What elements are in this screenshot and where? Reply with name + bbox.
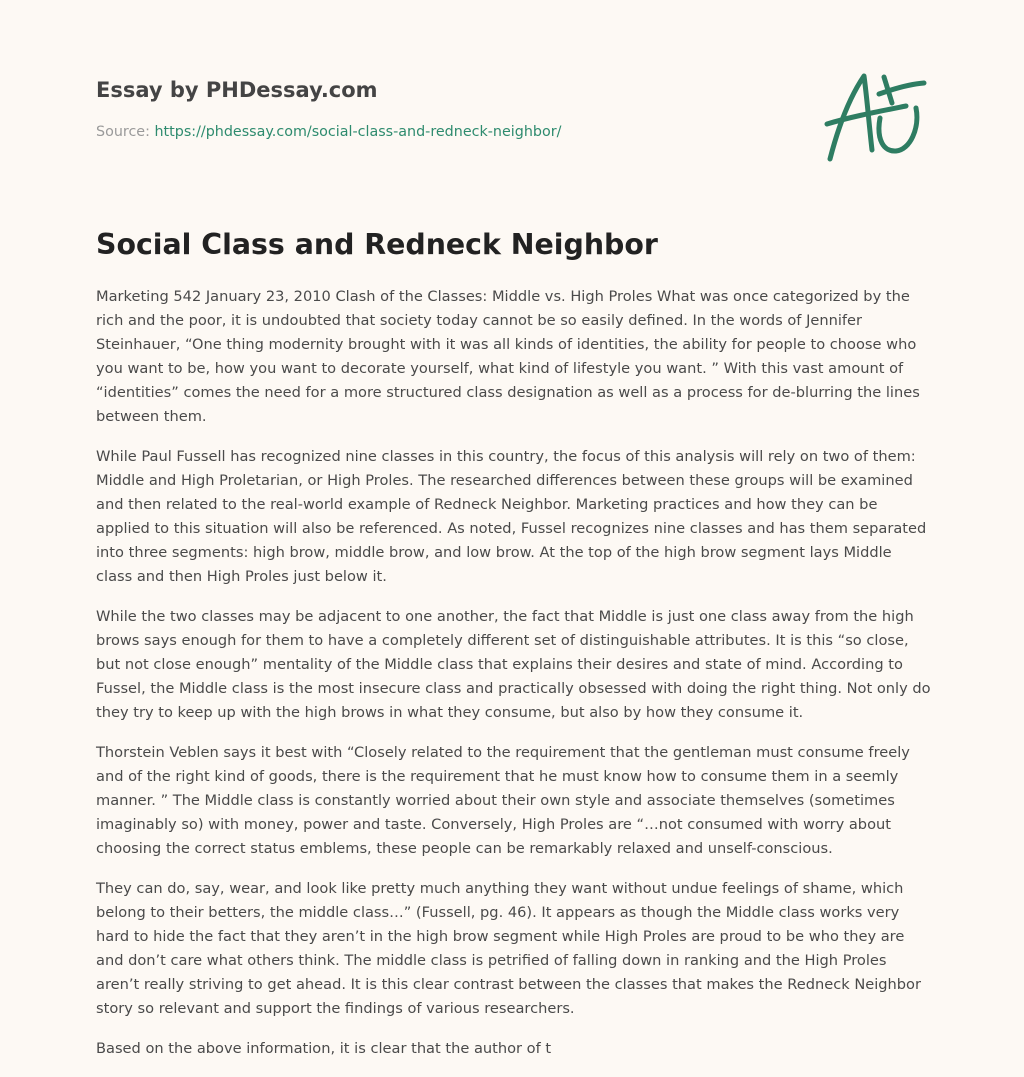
- essay-paragraph: They can do, say, wear, and look like pretty much anything they want without undue feelings of shame, which belong to their betters, the middle class…” (Fussell, pg. 46). It appears as though the Middle class works very hard to hide the fact that they aren’t in the high brow segment while High Proles are proud to be who they are and don’t care what others think. The middle class is petrified of falling down in ranking and the High Proles aren’t really striving to get ahead. It is this clear contrast between the classes that makes the Redneck Neighbor story so relevant and support the findings of various researchers.: [96, 880, 921, 1017]
- page-header: [96, 76, 796, 140]
- a-plus-icon: [822, 66, 932, 166]
- essay-title: Social Class and Redneck Neighbor: [96, 228, 658, 261]
- essay-body: [96, 285, 932, 1077]
- essay-paragraph: Marketing 542 January 23, 2010 Clash of the Classes: Middle vs. High Proles What was once categorized by the rich and the poor, it is undoubted that society today cannot be so easily defined. In the words of Jennifer Steinhauer, “One thing modernity brought with it was all kinds of identities, the ability for people to choose who you want to be, how you want to decorate yourself, what kind of lifestyle you want. ” With this vast amount of “identities” comes the need for a more structured class designation as well as a process for de-blurring the lines between them.: [96, 288, 920, 425]
- essay-paragraph: Based on the above information, it is clear that the author of t: [96, 1040, 552, 1057]
- essay-paragraph: Thorstein Veblen says it best with “Closely related to the requirement that the gentleman must consume freely and of the right kind of goods, there is the requirement that he must know how to consume them in a seemly manner. ” The Middle class is constantly worried about their own style and associate themselves (sometimes imaginably so) with money, power and taste. Conversely, High Proles are “…not consumed with worry about choosing the correct status emblems, these people can be remarkably relaxed and unself-conscious.: [96, 744, 910, 857]
- source-link[interactable]: https://phdessay.com/social-class-and-redneck-neighbor/: [154, 124, 562, 140]
- essay-paragraph: While Paul Fussell has recognized nine classes in this country, the focus of this analysis will rely on two of them: Middle and High Proletarian, or High Proles. The researched differences between these groups will be examined and then related to the real-world example of Redneck Neighbor. Marketing practices and how they can be applied to this situation will also be referenced. As noted, Fussel recognizes nine classes and has them separated into three segments: high brow, middle brow, and low brow. At the top of the high brow segment lays Middle class and then High Proles just below it.: [96, 448, 927, 585]
- source-line: [96, 124, 561, 140]
- source-label: Source:: [96, 124, 155, 140]
- essay-paragraph: While the two classes may be adjacent to one another, the fact that Middle is just one class away from the high brows says enough for them to have a completely different set of distinguishable attributes. It is this “so close, but not close enough” mentality of the Middle class that explains their desires and state of mind. According to Fussel, the Middle class is the most insecure class and practically obsessed with doing the right thing. Not only do they try to keep up with the high brows in what they consume, but also by how they consume it.: [96, 608, 931, 721]
- site-brand: Essay by PHDessay.com: [96, 78, 378, 102]
